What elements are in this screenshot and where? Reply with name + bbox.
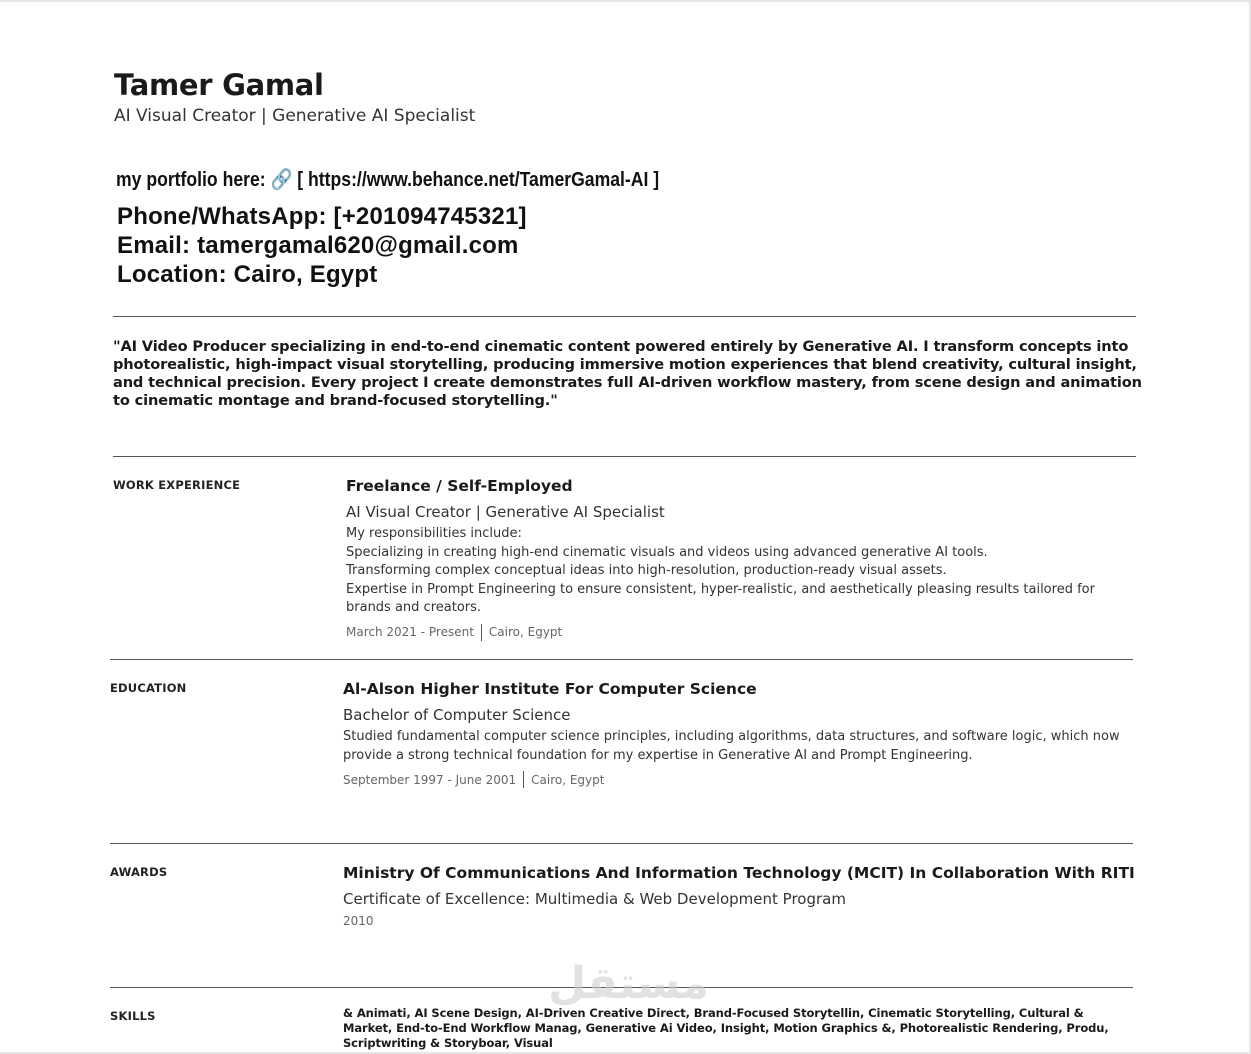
section-label-work: WORK EXPERIENCE <box>113 478 241 492</box>
education-description: Studied fundamental computer science principles, including algorithms, data structures, and software logic, which now provide a strong technical foundation for my expertise in Generative AI and Prompt Engineering. <box>343 729 1120 763</box>
award-certificate: Certificate of Excellence: Multimedia & Web Development Program <box>343 890 846 908</box>
contact-location: Location: Cairo, Egypt <box>117 261 378 288</box>
work-line: My responsibilities include: <box>346 526 522 541</box>
work-entry <box>346 477 1136 641</box>
work-title: Freelance / Self-Employed <box>346 477 573 495</box>
work-role: AI Visual Creator | Generative AI Specialist <box>346 503 665 521</box>
awards-entry <box>343 864 1143 928</box>
section-label-skills: SKILLS <box>110 1009 156 1023</box>
education-location: Cairo, Egypt <box>531 772 605 787</box>
section-label-education: EDUCATION <box>110 681 187 695</box>
education-dates: September 1997 - June 2001 <box>343 772 517 787</box>
meta-separator <box>481 624 482 641</box>
profile-summary: "AI Video Producer specializing in end-to-end cinematic content powered entirely by Generative AI. I transform concepts into photorealistic, high-impact visual storytelling, producing immersive motion experiences that blend creativity, cultural insight, and technical precision. Every project I create demonstrates full AI-driven workflow mastery, from scene design and animation to cinematic montage and brand-focused storytelling." <box>113 338 1142 409</box>
work-line: Transforming complex conceptual ideas into high-resolution, production-ready visual assets. <box>346 563 947 579</box>
education-entry <box>343 680 1133 788</box>
education-meta <box>343 771 1133 788</box>
portfolio-link[interactable]: my portfolio here: 🔗 [ https://www.behance.net/TamerGamal-AI ] <box>116 169 660 191</box>
divider <box>113 316 1136 317</box>
meta-separator <box>523 771 524 788</box>
work-line: Expertise in Prompt Engineering to ensure consistent, hyper-realistic, and aesthetically pleasing results tailored for brands and creators. <box>346 581 1095 616</box>
work-location: Cairo, Egypt <box>488 625 563 640</box>
divider <box>113 456 1136 457</box>
award-title: Ministry Of Communications And Information Technology (MCIT) In Collaboration With RITI <box>343 864 1135 882</box>
watermark-logo: مستقل <box>548 958 709 1009</box>
divider <box>110 843 1133 844</box>
work-meta <box>346 624 1136 641</box>
candidate-name: Tamer Gamal <box>114 68 324 102</box>
divider <box>110 659 1133 660</box>
award-year: 2010 <box>343 914 374 928</box>
education-degree: Bachelor of Computer Science <box>343 706 571 724</box>
candidate-subtitle: AI Visual Creator | Generative AI Specialist <box>114 106 476 126</box>
skills-list: & Animati, AI Scene Design, AI-Driven Creative Direct, Brand-Focused Storytellin, Cinematic Storytelling, Cultural & Market, End-to-End Workflow Manag, Generative Ai Video, Insight, Motion Graphics &, Photorealistic Rendering, Produ, Scriptwriting & Storyboar, Visual <box>343 1006 1109 1050</box>
education-title: Al-Alson Higher Institute For Computer Science <box>343 680 757 698</box>
contact-email: Email: tamergamal620@gmail.com <box>117 232 519 259</box>
work-line: Specializing in creating high-end cinematic visuals and videos using advanced generative AI tools. <box>346 544 988 560</box>
work-dates: March 2021 - Present <box>346 625 474 640</box>
contact-phone: Phone/WhatsApp: [+201094745321] <box>117 203 527 230</box>
section-label-awards: AWARDS <box>110 865 168 879</box>
